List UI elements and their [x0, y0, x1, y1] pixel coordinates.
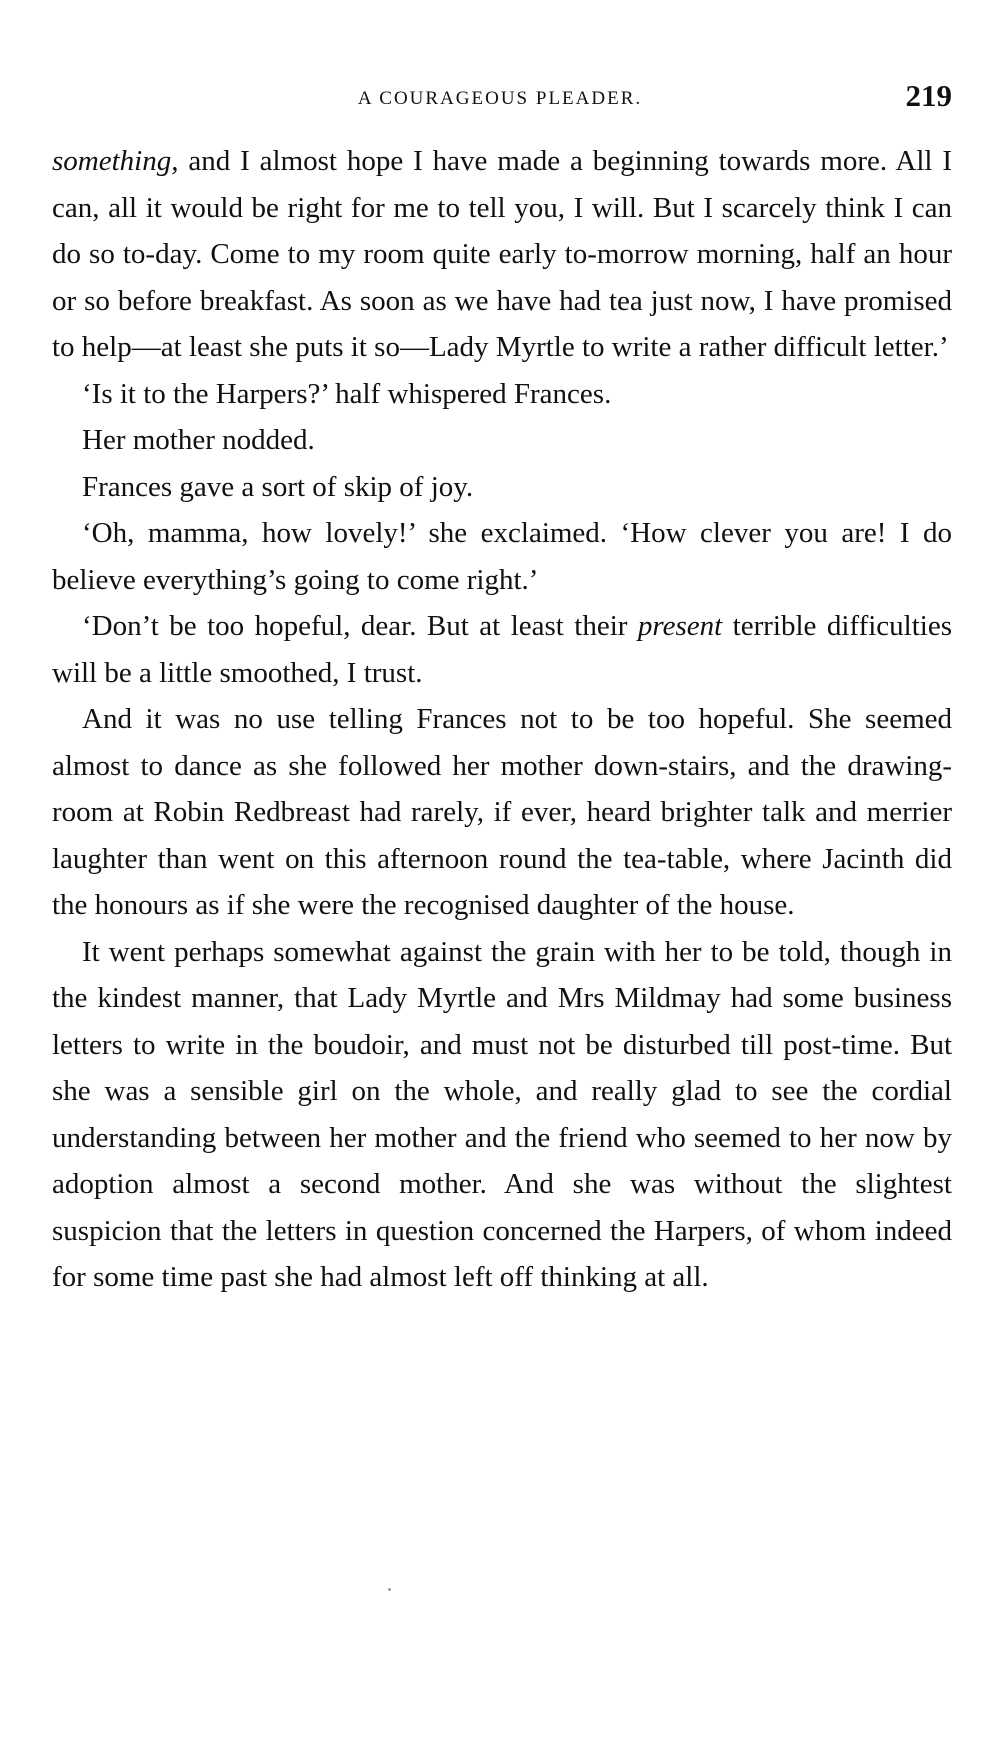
paragraph-text: ‘Don’t be too hopeful, dear. But at least their — [82, 610, 638, 642]
italic-word: present — [637, 610, 723, 642]
italic-word: something, — [52, 145, 179, 177]
paragraph-4: Frances gave a sort of skip of joy. — [82, 470, 474, 503]
paragraph-1 — [52, 138, 952, 371]
body-text — [52, 138, 952, 1301]
paragraph-2: ‘Is it to the Harpers?’ half whispered Frances. — [82, 377, 612, 410]
running-title: A COURAGEOUS PLEADER. — [357, 88, 643, 109]
printing-speck — [388, 1588, 391, 1591]
paragraph-5: ‘Oh, mamma, how lovely!’ she exclaimed. ‘How clever you are! I do believe everything’s going to come right.’ — [52, 517, 952, 596]
paragraph-6 — [52, 603, 952, 696]
paragraph-text: and I almost hope I have made a beginning towards more. All I can, all it would be right for me to tell you, I will. But I scarcely think I can do so to-day. Come to my room quite early to-morrow morning, half an hour or so before breakfast. As soon as we have had tea just now, I have promised to help—at least she puts it so—Lady Myrtle to write a rather difficult letter.’ — [52, 145, 952, 363]
paragraph-3: Her mother nodded. — [82, 424, 315, 456]
page-number: 219 — [905, 78, 952, 113]
paragraph-8: It went perhaps somewhat against the grain with her to be told, though in the kindest manner, that Lady Myrtle and Mrs Mildmay had some business letters to write in the boudoir, and must not be disturbed till post-time. But she was a sensible girl on the whole, and really glad to see the cordial understanding between her mother and the friend who seemed to her now by adoption almost a second mother. And she was without the slightest suspicion that the letters in question concerned the Harpers, of whom indeed for some time past she had almost left off thinking at all. — [52, 935, 952, 1293]
paragraph-7: And it was no use telling Frances not to be too hopeful. She seemed almost to dance as she followed her mother down-stairs, and the drawing-room at Robin Redbreast had rarely, if ever, heard brighter talk and merrier laughter than went on this afternoon round the tea-table, where Jacinth did the honours as if she were the recognised daughter of the house. — [52, 703, 952, 921]
page-header — [48, 78, 952, 118]
paragraph-text: terrible difficulties will be a little smoothed, I trust. — [52, 610, 952, 689]
